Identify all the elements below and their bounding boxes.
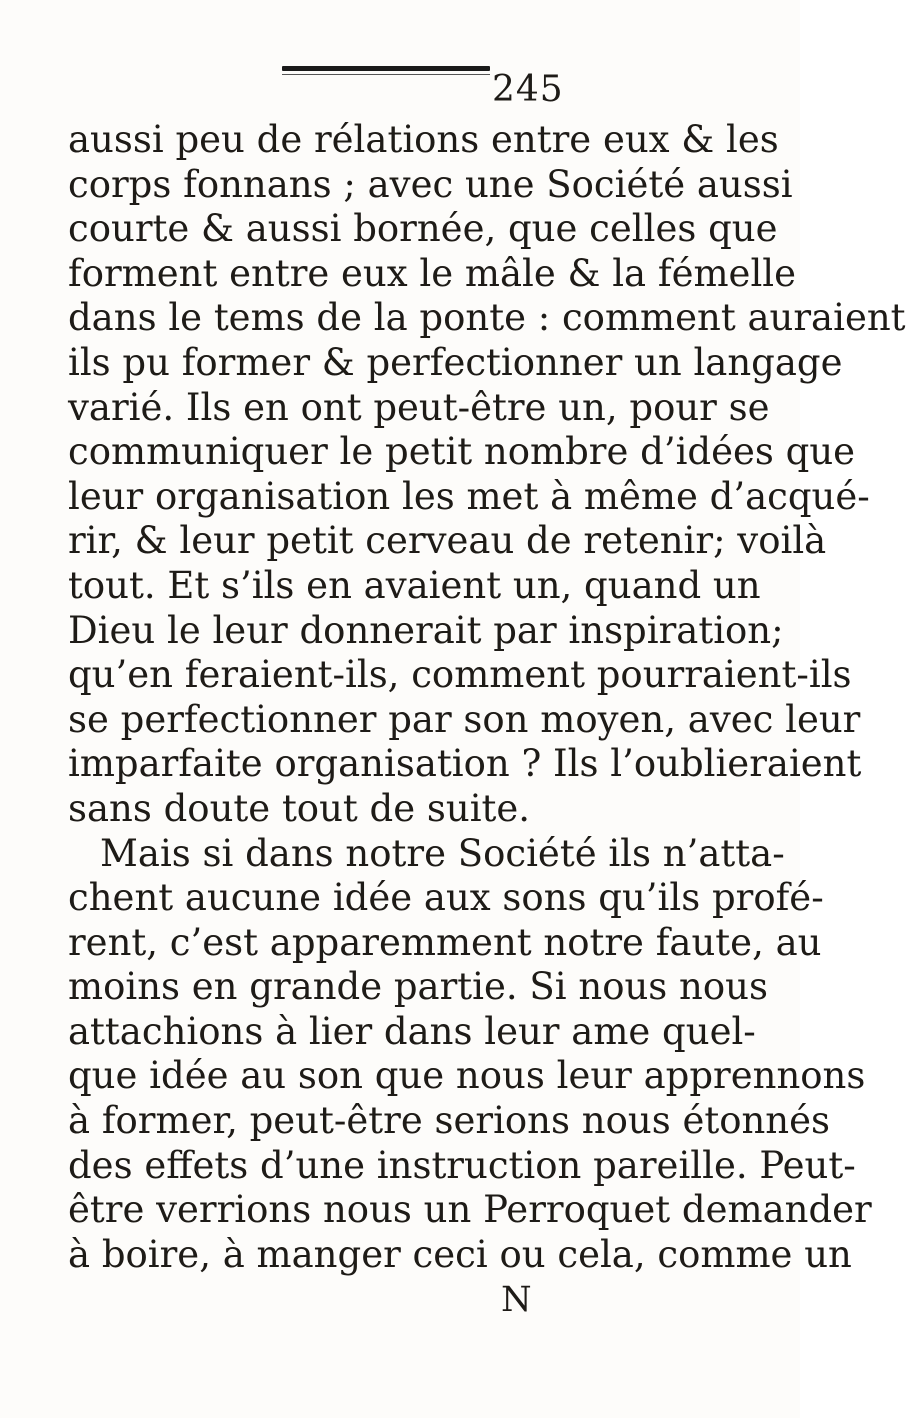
text-line: aussi peu de rélations entre eux & les (68, 118, 779, 161)
text-line: imparfaite organisation ? Ils l’oublieraient (68, 742, 862, 786)
page-number: 245 (492, 69, 564, 110)
text-line: corps fonnans ; avec une Société aussi (68, 162, 793, 206)
text-line: communiquer le petit nombre d’idées que (68, 430, 856, 474)
text-line: chent aucune idée aux sons qu’ils profé- (68, 876, 824, 920)
text-line: Dieu le leur donnerait par inspiration; (68, 608, 784, 652)
text-line: à former, peut-être serions nous étonnés (68, 1099, 831, 1143)
text-line: des effets d’une instruction pareille. Peut- (68, 1143, 856, 1187)
text-line: ils pu former & perfectionner un langage (68, 340, 843, 384)
text-line: rent, c’est apparemment notre faute, au (68, 920, 822, 964)
catchword: N (501, 1280, 532, 1320)
header-rule (282, 66, 490, 71)
text-line: varié. Ils en ont peut-être un, pour se (68, 385, 770, 429)
text-line: à boire, à manger ceci ou cela, comme un (68, 1232, 852, 1276)
text-line: dans le tems de la ponte : comment auraient (68, 296, 906, 340)
text-line: se perfectionner par son moyen, avec leur (68, 697, 861, 741)
text-line: moins en grande partie. Si nous nous (68, 965, 768, 1009)
text-line: tout. Et s’ils en avaient un, quand un (68, 563, 761, 607)
paragraph-end-line: sans doute tout de suite. (68, 786, 531, 830)
text-line: forment entre eux le mâle & la fémelle (68, 251, 797, 295)
text-line: rir, & leur petit cerveau de retenir; voilà (68, 519, 827, 563)
text-line: leur organisation les met à même d’acqué- (68, 474, 870, 518)
text-line: courte & aussi bornée, que celles que (68, 207, 778, 251)
text-line: qu’en feraient-ils, comment pourraient-ils (68, 653, 852, 697)
header-rule-thin (282, 74, 490, 75)
text-line: être verrions nous un Perroquet demander (68, 1188, 872, 1232)
body-text (68, 118, 906, 1277)
text-line: attachions à lier dans leur ame quel- (68, 1009, 756, 1053)
text-line: que idée au son que nous leur apprennons (68, 1054, 866, 1098)
paragraph-start-line: Mais si dans notre Société ils n’atta- (100, 831, 785, 875)
